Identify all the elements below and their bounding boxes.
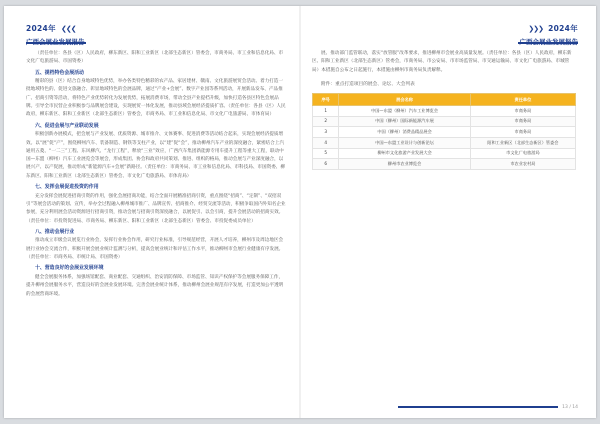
table-row	[313, 137, 576, 148]
paragraph: 展、推动部门监管联动，落实“放管服”改革要求，推进柳州市会展业高质量发展。（责任单位：各县（区）人民政府，柳东新区、阳和工业新区（北部生态新区）管委会，市商务局、市公安局、市市场监管局、市交通运输局、市文化广电旅游局、市城管局）本措施自公布之日起施行，本措施由柳州市商务局负责解释。	[312, 51, 572, 73]
chevron-left-icon: ❮❮❮	[60, 25, 76, 33]
responsible-unit: 市文化广电旅游局	[470, 148, 575, 159]
row-number: 5	[313, 148, 339, 159]
responsible-unit: 市商务局	[470, 106, 575, 117]
row-number: 6	[313, 159, 339, 170]
paragraph: 积极创新办展模式，把会展与产业发展、优质资源、城市推介、文体赛事、促进消费等活动结合起来，实现会展经济提质增效。以“展”促“产”，围绕柳州汽车、装备制造、钢铁等支柱产业，以“建”促“会”，推动柳州汽车产业的深度融合，紧密结合上汽通用五菱、“一二三”工程、东风柳汽、“龙行工程”，释放“三业”效应，广西汽车集团新能源专用车提升工程等重大工程，联动中国—东盟（柳州）汽车工业展览会等展会，形成集团、协会和政府共同策划、推进、组织的格局，推动会展与产业深度融合，以展兴产、以产促展，推动形成“新能源汽车+会展”新路径。（责任单位：市商务局、市工业和信息化局、市科技局、市国资委、柳东新区、阳和工业新区（北部生态新区）管委会、市文化广电旅游局、市体育局）	[26, 132, 285, 179]
section-heading: 八、推动会展行业	[35, 228, 75, 235]
row-number: 1	[313, 106, 339, 117]
table-row	[313, 127, 576, 138]
exhibition-table	[312, 93, 576, 170]
right-page-body	[312, 50, 576, 170]
exhibition-name: 中国—东盟工业设计与创新论坛	[339, 137, 471, 148]
left-page	[4, 6, 300, 418]
section-heading: 六、促进会展与产业联动发展	[35, 122, 99, 129]
exhibition-name: 中国（柳州）消费品精品展会	[339, 127, 471, 138]
table-row	[313, 159, 576, 170]
column-header: 责任单位	[470, 94, 575, 106]
row-number: 2	[313, 116, 339, 127]
exhibition-name: 中国—东盟（柳州）汽车工业博览会	[339, 106, 471, 117]
row-number: 4	[313, 137, 339, 148]
responsible-unit: 市商务局	[470, 127, 575, 138]
left-page-header	[26, 16, 146, 40]
responsible-unit: 市商务局	[470, 116, 575, 127]
paragraph: 健全会展服务体系，加强场馆配套、商业配套、交通组织、治安消防保障、市场监管、知识产权保护等会展服务保障工作，提升柳州会展服务水平，营造良好的会展业发展环境。完善会展业统计体系，推动柳州会展业规范有序发展，打造更加公平透明的会展营商环境。	[26, 274, 284, 297]
header-year: 2024年	[548, 24, 578, 33]
right-page-header	[458, 16, 578, 40]
paragraph: 充分发挥会展促进招商引资的作用，强化会展招商功能，结合全面开展精准招商引资，重点围绕“招商”、“定制”、“双招双引”等展会活动的策划、宣传，举办全过程融入柳州城市推广、品牌宣传、招商推介、经贸交流等活动，积极争取国内外知名企业参展，充分利用展会活动资源进行招商引资，推动会展与招商引资深度融合，以展促引、以会引商，提升会展活动的招商实效。（责任单位：市投资促进局、市商务局、柳东新区、阳和工业新区（北部生态新区）管委会、市投促委成员单位）	[26, 193, 286, 224]
row-number: 3	[313, 127, 339, 138]
left-page-body	[26, 50, 286, 299]
table-caption: 附件：重点打造项目的展会、论坛、大会列表	[321, 81, 415, 87]
right-page	[300, 6, 596, 418]
responsible-unit: 市农业农村局	[470, 159, 575, 170]
page-number: 13 / 14	[562, 405, 578, 410]
exhibition-name: 柳州市文化旅游产业发展大会	[339, 148, 471, 159]
document-spread	[4, 6, 596, 418]
exhibition-name: 柳州市农业博览会	[339, 159, 471, 170]
header-year: 2024年	[26, 24, 56, 33]
table-row	[313, 148, 576, 159]
responsible-unit: 阳和工业新区（北部生态新区）管委会	[470, 137, 575, 148]
header-rule	[518, 42, 578, 44]
table-row	[313, 116, 576, 127]
section-heading: 五、提档特色会展活动	[35, 69, 84, 76]
paragraph: 精彩的县（区）结合自身地域特色优势，举办各类特色精彩的农产品、家居建材、赣南、文化旅游展贸会活动。着力打造一批地域特色的、促进文旅融合、彰显地域特色的会展品牌，通过“产业+会展”、数字产业园等系列活动，开展新品发布、产品推广、招商引资等活动，将特色产业优势转化为发展优势，拓展消费市场，带动全县产业提档升级，加快打造各县区特色会展品牌。引导全市民营企业积极参与品牌展会建设，实现展贸一体化发展，推动县域会展经济提质扩容。（责任单位：各县（区）人民政府，柳东新区、阳和工业新区（北部生态新区）管委会，市商务局、市工业和信息化局、市文化广电旅游局、市体育局）	[26, 79, 286, 118]
column-header: 展会名称	[339, 94, 471, 106]
table-row	[313, 106, 576, 117]
chevron-right-icon: ❯❯❯	[528, 25, 544, 33]
footer-rule	[398, 406, 558, 408]
paragraph: （责任单位：各县（区）人民政府，柳东新区、阳和工业新区（北部生态新区）管委会，市商务局、市工业和信息化局、市文化广电旅游局、市国资委）	[26, 51, 284, 65]
section-heading: 十、营造良好的会展业发展环境	[35, 265, 104, 272]
paragraph: 推动成立市级会议展览行业协会，发挥行业协会作用，研究行业标准，引导规范经营，开展人才培养，柳州市及周边地区会展行业协会交流合作，积极开展会展业统计监测与分析，提高会展业统计和评估工作水平，推动柳州市会展行业健康有序发展。（责任单位：市商务局、市统计局、市国资委）	[26, 238, 284, 261]
exhibition-name: 中国（柳州）国际新能源汽车展	[339, 116, 471, 127]
header-rule	[26, 42, 86, 44]
column-header: 序号	[313, 94, 339, 106]
page-footer	[398, 405, 578, 410]
section-heading: 七、发挥会展促进投资的作用	[35, 184, 99, 191]
